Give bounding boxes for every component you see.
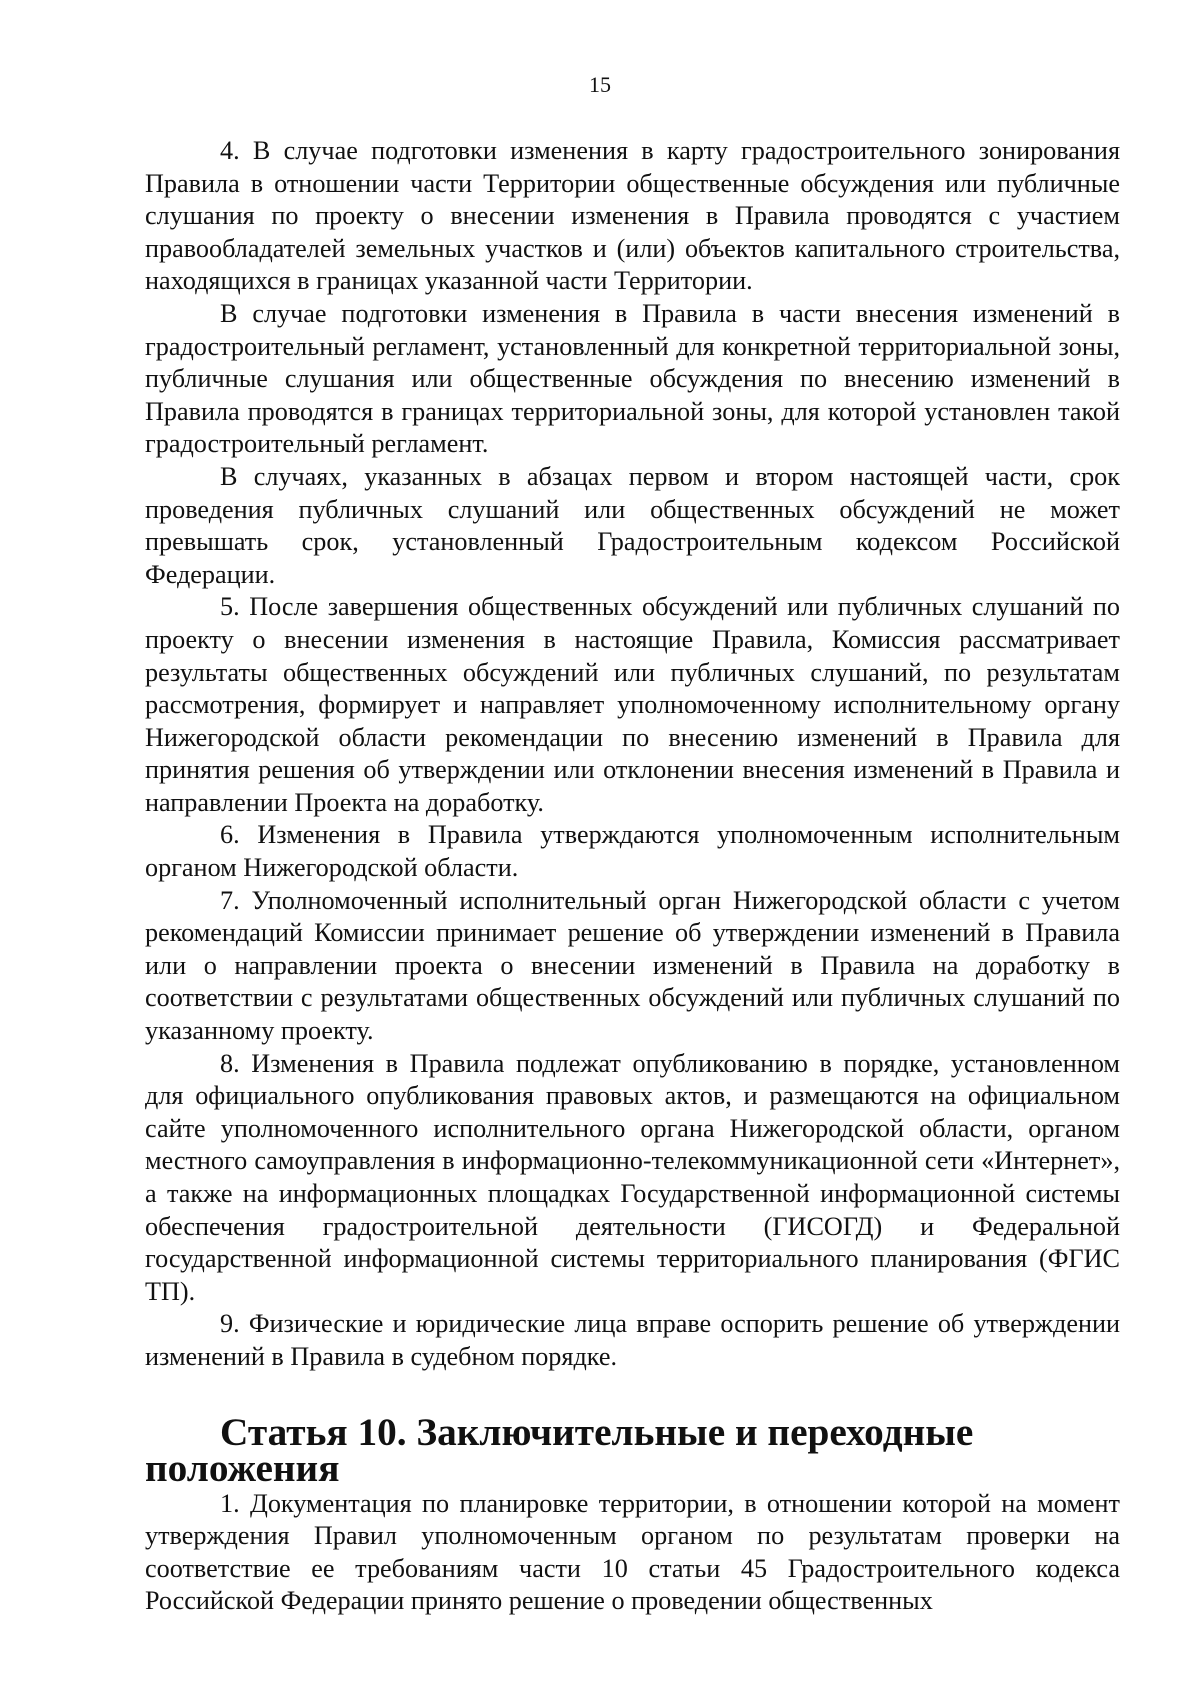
paragraph-4-1: 4. В случае подготовки изменения в карту градостроительного зонирования Правила в отношении части Территории общественные обсуждения или публичные слушания по проекту о внесении изменения в Правила проводятся с участием правообладателей земельных участков и (или) объектов капитального строительства, находящихся в границах указанной части Территории. — [145, 136, 1120, 296]
page-number: 15 — [589, 72, 611, 97]
paragraph-6: 6. Изменения в Правила утверждаются уполномоченным исполнительным органом Нижегородской области. — [145, 820, 1120, 883]
article-10-paragraph-1: 1. Документация по планировке территории, в отношении которой на момент утверждения Правил уполномоченным органом по результатам проверки на соответствие ее требованиям части 10 статьи 45 Градостроительного кодекса Российской Федерации принято решение о проведении общественных — [145, 1488, 1120, 1616]
document-body — [145, 135, 1120, 1618]
paragraph-4-3: В случаях, указанных в абзацах первом и втором настоящей части, срок проведения публичных слушаний или общественных обсуждений не может превышать срок, установленный Градостроительным кодексом Российской Федерации. — [145, 461, 1120, 589]
paragraph-8: 8. Изменения в Правила подлежат опубликованию в порядке, установленном для официального опубликования правовых актов, и размещаются на официальном сайте уполномоченного исполнительного органа Нижегородской области, органом местного самоуправления в информационно-телекоммуникационной сети «Интернет», а также на информационных площадках Государственной информационной системы обеспечения градостроительной деятельности (ГИСОГД) и Федеральной государственной информационной системы территориального планирования (ФГИС ТП). — [145, 1048, 1120, 1306]
paragraph-9: 9. Физические и юридические лица вправе оспорить решение об утверждении изменений в Правила в судебном порядке. — [145, 1309, 1120, 1371]
paragraph-7: 7. Уполномоченный исполнительный орган Нижегородской области с учетом рекомендаций Комиссии принимает решение об утверждении изменений в Правила или о направлении проекта о внесении изменений в Правила на доработку в соответствии с результатами общественных обсуждений или публичных слушаний по указанному проекту. — [145, 885, 1120, 1046]
article-10-heading: Статья 10. Заключительные и переходные положения — [145, 1409, 974, 1490]
paragraph-4-2: В случае подготовки изменения в Правила в части внесения изменений в градостроительный регламент, установленный для конкретной территориальной зоны, публичные слушания или общественные обсуждения по внесению изменений в Правила проводятся в границах территориальной зоны, для которой установлен такой градостроительный регламент. — [145, 298, 1120, 459]
paragraph-5: 5. После завершения общественных обсуждений или публичных слушаний по проекту о внесении изменения в настоящие Правила, Комиссия рассматривает результаты общественных обсуждений или публичных слушаний, по результатам рассмотрения, формирует и направляет уполномоченному исполнительному органу Нижегородской области рекомендации по внесению изменений в Правила для принятия решения об утверждении или отклонении внесения изменений в Правила и направлении Проекта на доработку. — [145, 592, 1120, 817]
